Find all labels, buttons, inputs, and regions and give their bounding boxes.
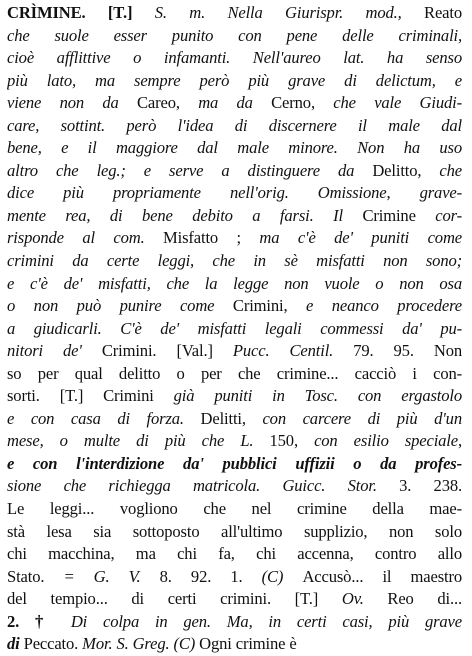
text-segment: Crimini. [Val.] <box>101 341 233 361</box>
text-segment: (C) <box>261 566 303 586</box>
text-segment: più lato, ma sempre però più grave di delictum, e <box>7 70 462 90</box>
text-segment: che vale Giudi- <box>333 93 462 113</box>
text-segment: sione che richiegga matricola. <box>7 476 283 496</box>
text-segment: Crimini, <box>232 296 307 316</box>
text-segment: cor- <box>435 205 462 225</box>
text-line <box>7 340 462 363</box>
text-segment: altro che leg.; e serve a distinguere da <box>7 160 373 180</box>
text-line <box>7 205 462 228</box>
text-segment: nitori de' <box>7 341 102 361</box>
text-line <box>7 92 462 115</box>
text-segment: Mor. S. Greg. (C) <box>82 634 200 654</box>
text-line <box>7 363 462 386</box>
text-segment: 8. 92. 1. <box>159 566 262 586</box>
text-segment: risponde al com. <box>7 228 164 248</box>
text-line <box>7 385 462 408</box>
text-segment: bene, e il maggiore dal male minore. Non ha uso <box>7 138 462 158</box>
text-line <box>7 295 462 318</box>
text-segment: e c'è de' misfatti, che la legge non vuole o non osa <box>7 273 462 293</box>
text-line <box>7 521 462 544</box>
text-segment: Reo di... <box>387 589 462 609</box>
text-segment: Le leggi... vogliono che nel crimine della mae- <box>7 499 462 519</box>
text-segment: viene non da <box>7 93 137 113</box>
text-segment: so per qual delitto o per che crimine... cacciò i con- <box>7 363 462 383</box>
text-segment: e con casa di forza. <box>7 408 201 428</box>
text-segment: crimini da certe leggi, che in sè misfatti non sono; <box>7 251 462 271</box>
text-line <box>7 475 462 498</box>
text-segment: Pucc. Centil. <box>232 341 354 361</box>
text-segment: Reato <box>424 3 462 22</box>
text-segment: Ogni crimine è <box>199 634 297 654</box>
text-line <box>7 588 462 611</box>
text-segment: dice più propriamente nell'orig. Omissione, grave- <box>7 183 462 203</box>
text-segment: Guicc. Stor. <box>282 476 400 496</box>
text-segment: a giudicarli. C'è de' misfatti legali commessi da' pu- <box>7 318 462 338</box>
text-line <box>7 137 462 160</box>
dictionary-entry-crimine <box>7 2 462 656</box>
text-segment: ma da <box>198 93 272 113</box>
text-segment: che suole esser punito con pene delle criminali, <box>7 25 462 45</box>
text-segment: cioè afflittive o infamanti. Nell'aureo lat. ha senso <box>7 48 462 68</box>
text-line <box>7 115 462 138</box>
text-line <box>7 543 462 566</box>
text-line <box>7 611 462 634</box>
text-line <box>7 25 462 48</box>
text-line <box>7 273 462 296</box>
text-line <box>7 2 462 25</box>
text-segment: 2. † <box>7 611 71 631</box>
text-segment: Delitti, <box>200 408 263 428</box>
text-segment: con carcere di più d'un <box>262 408 462 428</box>
text-segment: chi macchina, ma chi fa, chi accenna, contro allo <box>7 544 462 564</box>
text-segment: che <box>439 160 462 180</box>
text-line <box>7 408 462 431</box>
text-segment: ma c'è de' puniti come <box>259 228 462 248</box>
text-segment: di <box>7 634 24 654</box>
text-line <box>7 160 462 183</box>
text-segment: Stato. <box>7 566 64 586</box>
text-segment: Peccato. <box>23 634 83 654</box>
text-segment: mente rea, di bene debito a farsi. Il <box>7 205 363 225</box>
text-segment: 150, <box>269 431 315 451</box>
text-line <box>7 250 462 273</box>
text-segment: [T.] <box>85 3 155 22</box>
text-segment: già puniti in Tosc. con ergastolo <box>173 386 462 406</box>
text-segment: Cerno, <box>271 93 334 113</box>
text-segment: Careo, <box>136 93 199 113</box>
text-segment: , <box>457 431 462 451</box>
text-segment: o non può punire come <box>7 296 233 316</box>
text-segment: mese, o multe di più che L. <box>7 431 270 451</box>
text-segment: e con l'interdizione da' pubblici uffizii o da profes- <box>7 453 462 473</box>
text-segment: Delitto, <box>372 160 440 180</box>
text-line <box>7 498 462 521</box>
text-segment: del tempio... di certi crimini. [T.] <box>7 589 342 609</box>
text-segment: con esilio speciale <box>314 431 458 451</box>
text-segment: Crimine <box>362 205 436 225</box>
text-segment: 3. 238. <box>399 476 462 496</box>
text-line <box>7 318 462 341</box>
text-line <box>7 47 462 70</box>
text-line <box>7 227 462 250</box>
text-line <box>7 453 462 476</box>
text-segment: Accusò... il maestro <box>302 566 462 586</box>
text-line <box>7 633 462 656</box>
text-segment: Ov. <box>341 589 388 609</box>
text-segment: S. m. Nella Giurispr. mod., <box>154 3 425 22</box>
text-segment: stà lesa sia sottoposto all'ultimo supplizio, non solo <box>7 521 462 541</box>
text-segment: = G. V. <box>63 566 160 586</box>
text-segment: care, sottint. però l'idea di discernere il male dal <box>7 115 462 135</box>
text-segment: CRÌMINE. <box>7 3 86 22</box>
text-segment: Di colpa in gen. Ma, in certi casi, più grave <box>70 611 462 631</box>
text-line <box>7 70 462 93</box>
text-line <box>7 566 462 589</box>
text-segment: Misfatto ; <box>163 228 260 248</box>
text-segment: 79. 95. Non <box>353 341 462 361</box>
text-line <box>7 182 462 205</box>
text-segment: e neanco procedere <box>306 296 462 316</box>
text-line <box>7 430 462 453</box>
text-segment: sorti. [T.] Crimini <box>7 386 174 406</box>
